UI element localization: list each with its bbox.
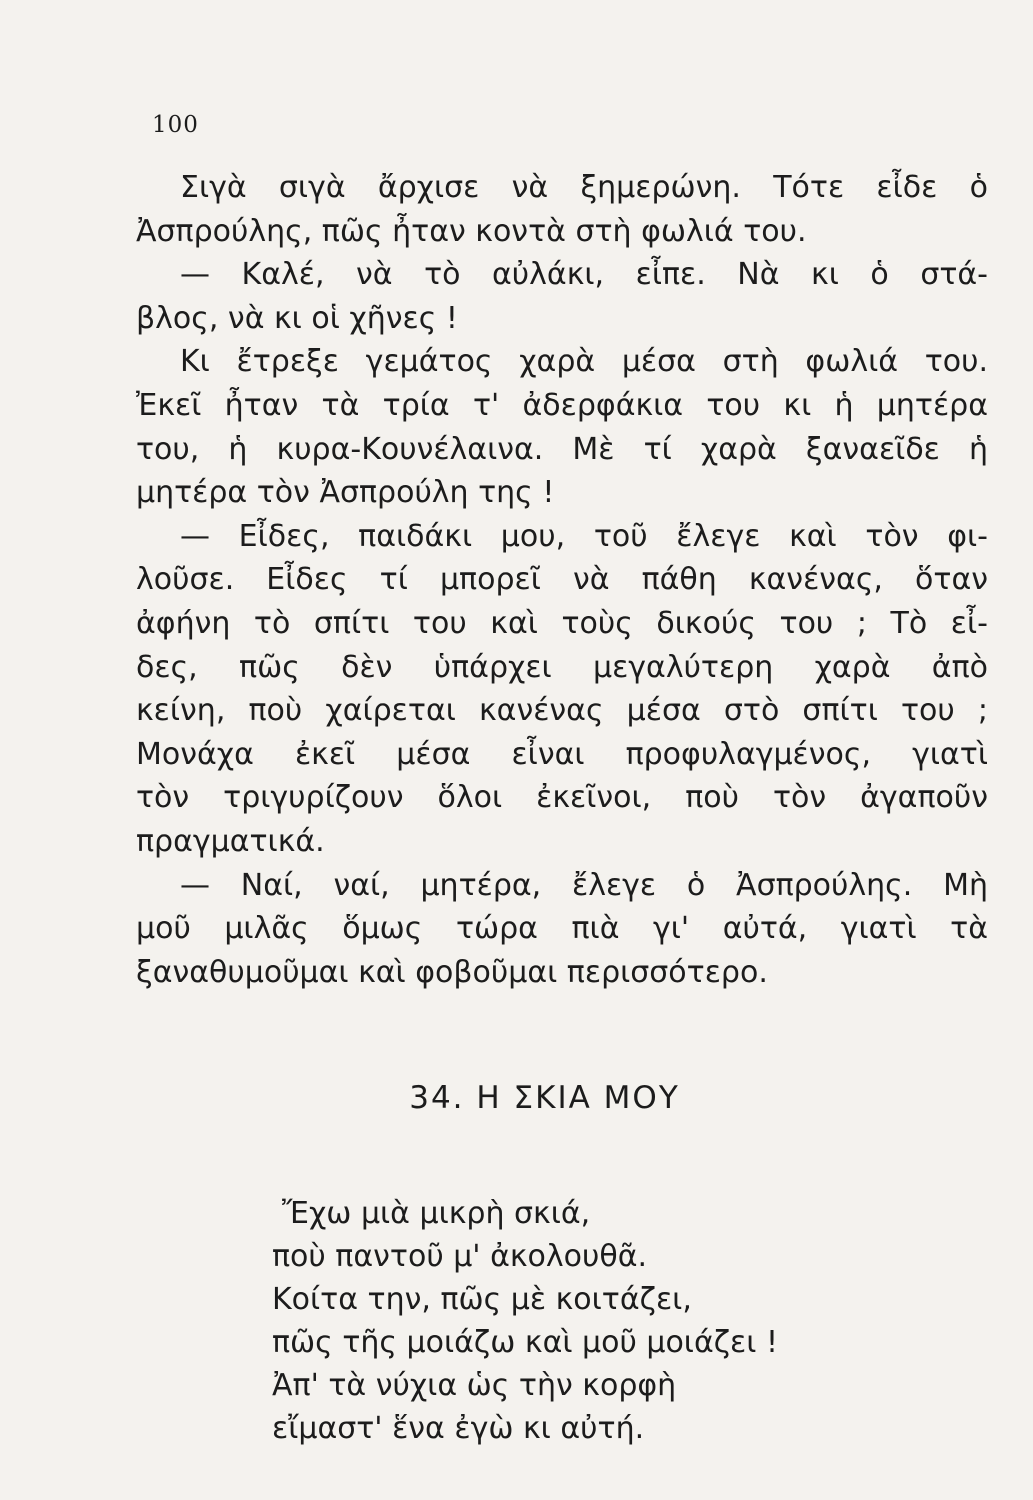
story-text bbox=[136, 166, 988, 994]
text-line: βλος, νὰ κι οἱ χῆνες ! bbox=[136, 300, 458, 336]
text-line: ἀφήνη τὸ σπίτι του καὶ τοὺς δικούς του ; Τὸ εἶ- bbox=[136, 605, 988, 641]
text-line: του, ἡ κυρα-Κουνέλαινα. Μὲ τί χαρὰ ξαναεῖδε ἡ bbox=[136, 431, 988, 467]
text-line: δες, πῶς δὲν ὑπάρχει μεγαλύτερη χαρὰ ἀπὸ bbox=[136, 649, 988, 685]
poem bbox=[272, 1192, 912, 1450]
poem-line: Ἔχω μιὰ μικρὴ σκιά, bbox=[282, 1196, 591, 1231]
text-line: — Εἶδες, παιδάκι μου, τοῦ ἔλεγε καὶ τὸν φι- bbox=[180, 518, 988, 554]
poem-line: Ἀπ' τὰ νύχια ὡς τὴν κορφὴ bbox=[272, 1368, 677, 1403]
text-line: κείνη, ποὺ χαίρεται κανένας μέσα στὸ σπίτι του ; bbox=[136, 693, 988, 729]
text-line: — Ναί, ναί, μητέρα, ἔλεγε ὁ Ἀσπρούλης. Μὴ bbox=[180, 867, 988, 903]
text-line: πραγματικά. bbox=[136, 823, 325, 859]
text-line: ξαναθυμοῦμαι καὶ φοβοῦμαι περισσότερο. bbox=[136, 954, 768, 990]
poem-line: πῶς τῆς μοιάζω καὶ μοῦ μοιάζει ! bbox=[272, 1325, 778, 1360]
section-heading: 34. Η ΣΚΙΑ ΜΟΥ bbox=[409, 1080, 680, 1116]
poem-line: εἴμαστ' ἕνα ἐγὼ κι αὐτή. bbox=[272, 1411, 645, 1446]
text-line: μοῦ μιλᾶς ὅμως τώρα πιὰ γι' αὐτά, γιατὶ τὰ bbox=[136, 911, 988, 947]
text-line: Κι ἔτρεξε γεμάτος χαρὰ μέσα στὴ φωλιά του. bbox=[180, 344, 988, 380]
poem-line: ποὺ παντοῦ μ' ἀκολουθᾶ. bbox=[272, 1239, 648, 1274]
text-line: τὸν τριγυρίζουν ὅλοι ἐκεῖνοι, ποὺ τὸν ἀγαποῦν bbox=[136, 780, 988, 816]
page-number: 100 bbox=[152, 112, 199, 138]
text-line: λοῦσε. Εἶδες τί μπορεῖ νὰ πάθη κανένας, ὅταν bbox=[136, 562, 988, 598]
text-line: Μονάχα ἐκεῖ μέσα εἶναι προφυλαγμένος, γιατὶ bbox=[136, 736, 988, 772]
text-line: Ἀσπρούλης, πῶς ἦταν κοντὰ στὴ φωλιά του. bbox=[136, 213, 807, 249]
poem-line: Κοίτα την, πῶς μὲ κοιτάζει, bbox=[272, 1282, 692, 1317]
text-line: Σιγὰ σιγὰ ἄρχισε νὰ ξημερώνη. Τότε εἶδε ὁ bbox=[180, 170, 988, 205]
text-line: μητέρα τὸν Ἀσπρούλη της ! bbox=[136, 475, 555, 511]
text-line: — Καλέ, νὰ τὸ αὐλάκι, εἶπε. Νὰ κι ὁ στά- bbox=[180, 257, 988, 293]
text-line: Ἐκεῖ ἦταν τὰ τρία τ' ἀδερφάκια του κι ἡ μητέρα bbox=[136, 387, 988, 423]
